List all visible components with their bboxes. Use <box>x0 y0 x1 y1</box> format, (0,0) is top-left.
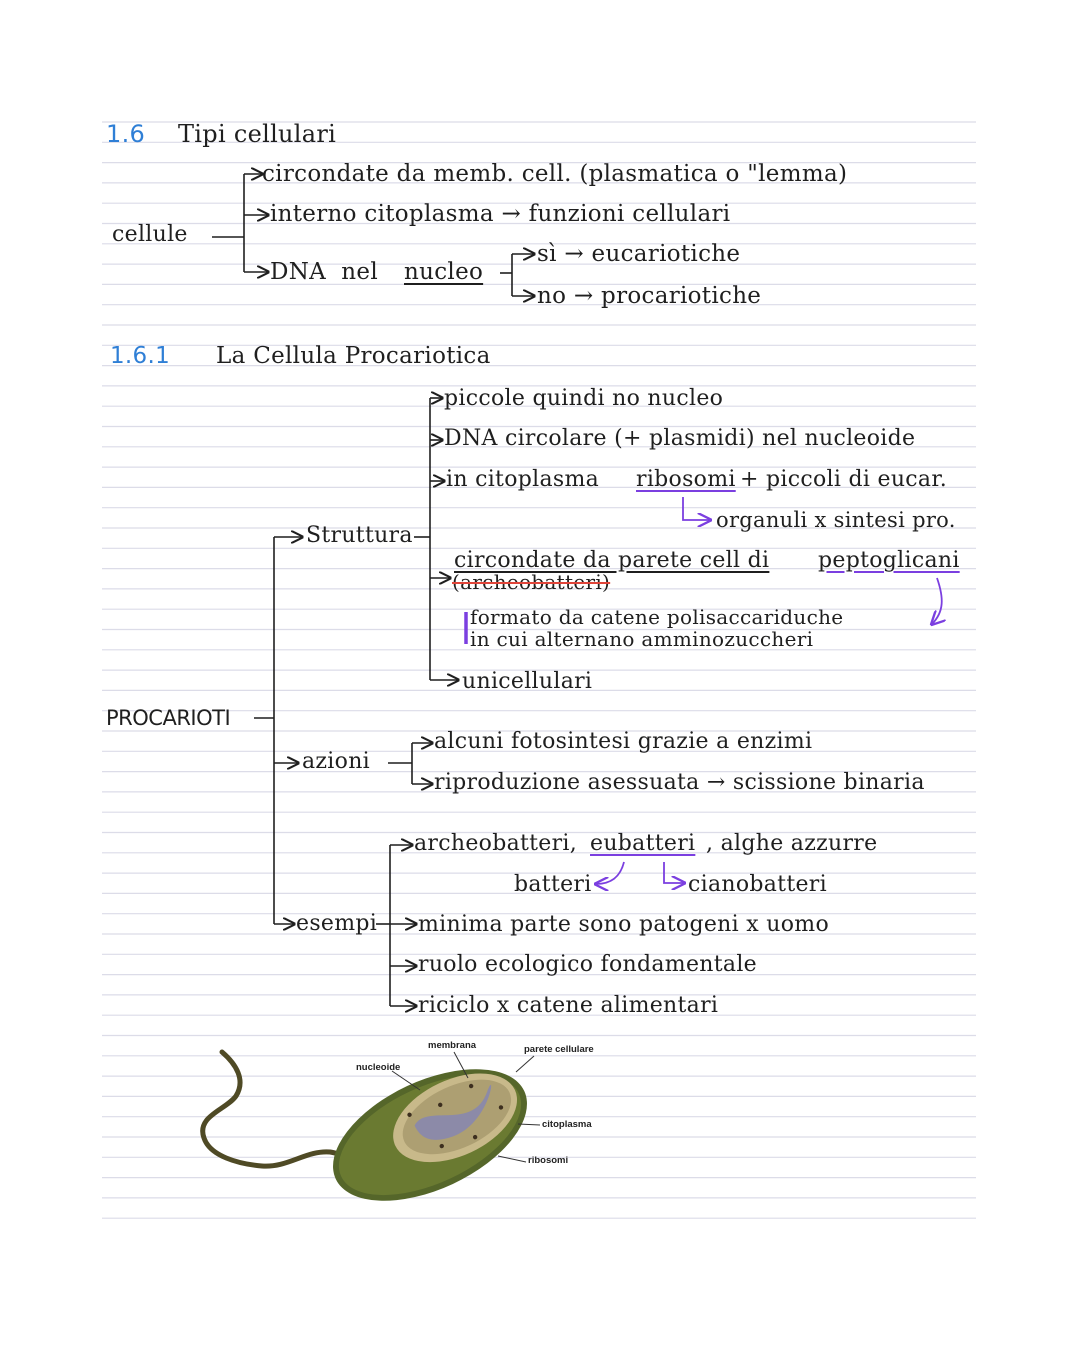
struttura-parete: circondate da parete cell di <box>454 548 770 573</box>
esempi-suffix: , alghe azzurre <box>706 831 878 856</box>
label-struttura: Struttura <box>306 523 413 548</box>
label-nucleoide: nucleoide <box>356 1062 401 1073</box>
item-membrana: circondate da memb. cell. (plasmatica o "lemma) <box>262 161 848 187</box>
esempi-batteri: batteri <box>514 872 592 897</box>
root-procarioti: PROCARIOTI <box>106 706 231 730</box>
label-citoplasma: citoplasma <box>542 1119 592 1130</box>
struttura-unicellulari: unicellulari <box>462 669 593 694</box>
flagellum-shape <box>203 1052 352 1166</box>
subsection-title: La Cellula Procariotica <box>216 343 491 369</box>
word-nucleo: nucleo <box>404 259 484 285</box>
root-cellule: cellule <box>112 222 188 247</box>
word-peptoglicani: peptoglicani <box>818 548 960 573</box>
struttura-item-dna: DNA circolare (+ plasmidi) nel nucleoide <box>444 426 916 451</box>
branch-procariotiche: no → procariotiche <box>537 283 762 309</box>
label-membrana: membrana <box>428 1040 477 1051</box>
esempi-patogeni: minima parte sono patogeni x uomo <box>418 912 829 937</box>
esempi-cianobatteri: cianobatteri <box>688 872 827 897</box>
struttura-formato-1: formato da catene polisaccariduche <box>470 605 844 629</box>
struttura-citoplasma-prefix: in citoplasma <box>446 467 600 492</box>
section-number: 1.6 <box>106 120 146 148</box>
branch-eucariotiche: sì → eucariotiche <box>537 241 741 267</box>
item-citoplasma: interno citoplasma → funzioni cellulari <box>270 201 731 227</box>
label-azioni: azioni <box>302 749 370 774</box>
word-ribosomi: ribosomi <box>636 467 736 492</box>
word-archeobatteri-crossed: (archeobatteri) <box>452 570 611 594</box>
section-title: Tipi cellulari <box>178 120 337 148</box>
struttura-formato-2: in cui alternano amminozuccheri <box>470 627 814 651</box>
azioni-riproduzione: riproduzione asessuata → scissione binaria <box>434 770 925 795</box>
esempi-ruolo: ruolo ecologico fondamentale <box>418 952 757 977</box>
item-dna-nucleo: DNA nel <box>270 259 386 285</box>
label-esempi: esempi <box>296 911 378 936</box>
label-ribosomi: ribosomi <box>528 1155 569 1166</box>
struttura-item-piccole: piccole quindi no nucleo <box>444 386 724 411</box>
struttura-citoplasma-suffix: + piccoli di eucar. <box>740 467 948 492</box>
esempi-riciclo: riciclo x catene alimentari <box>418 993 719 1018</box>
word-eubatteri: eubatteri <box>590 831 696 856</box>
azioni-fotosintesi: alcuni fotosintesi grazie a enzimi <box>434 729 813 754</box>
esempi-prefix: archeobatteri, <box>414 831 578 856</box>
label-parete: parete cellulare <box>524 1044 594 1055</box>
struttura-organuli: organuli x sintesi pro. <box>716 508 956 532</box>
subsection-number: 1.6.1 <box>110 343 171 369</box>
